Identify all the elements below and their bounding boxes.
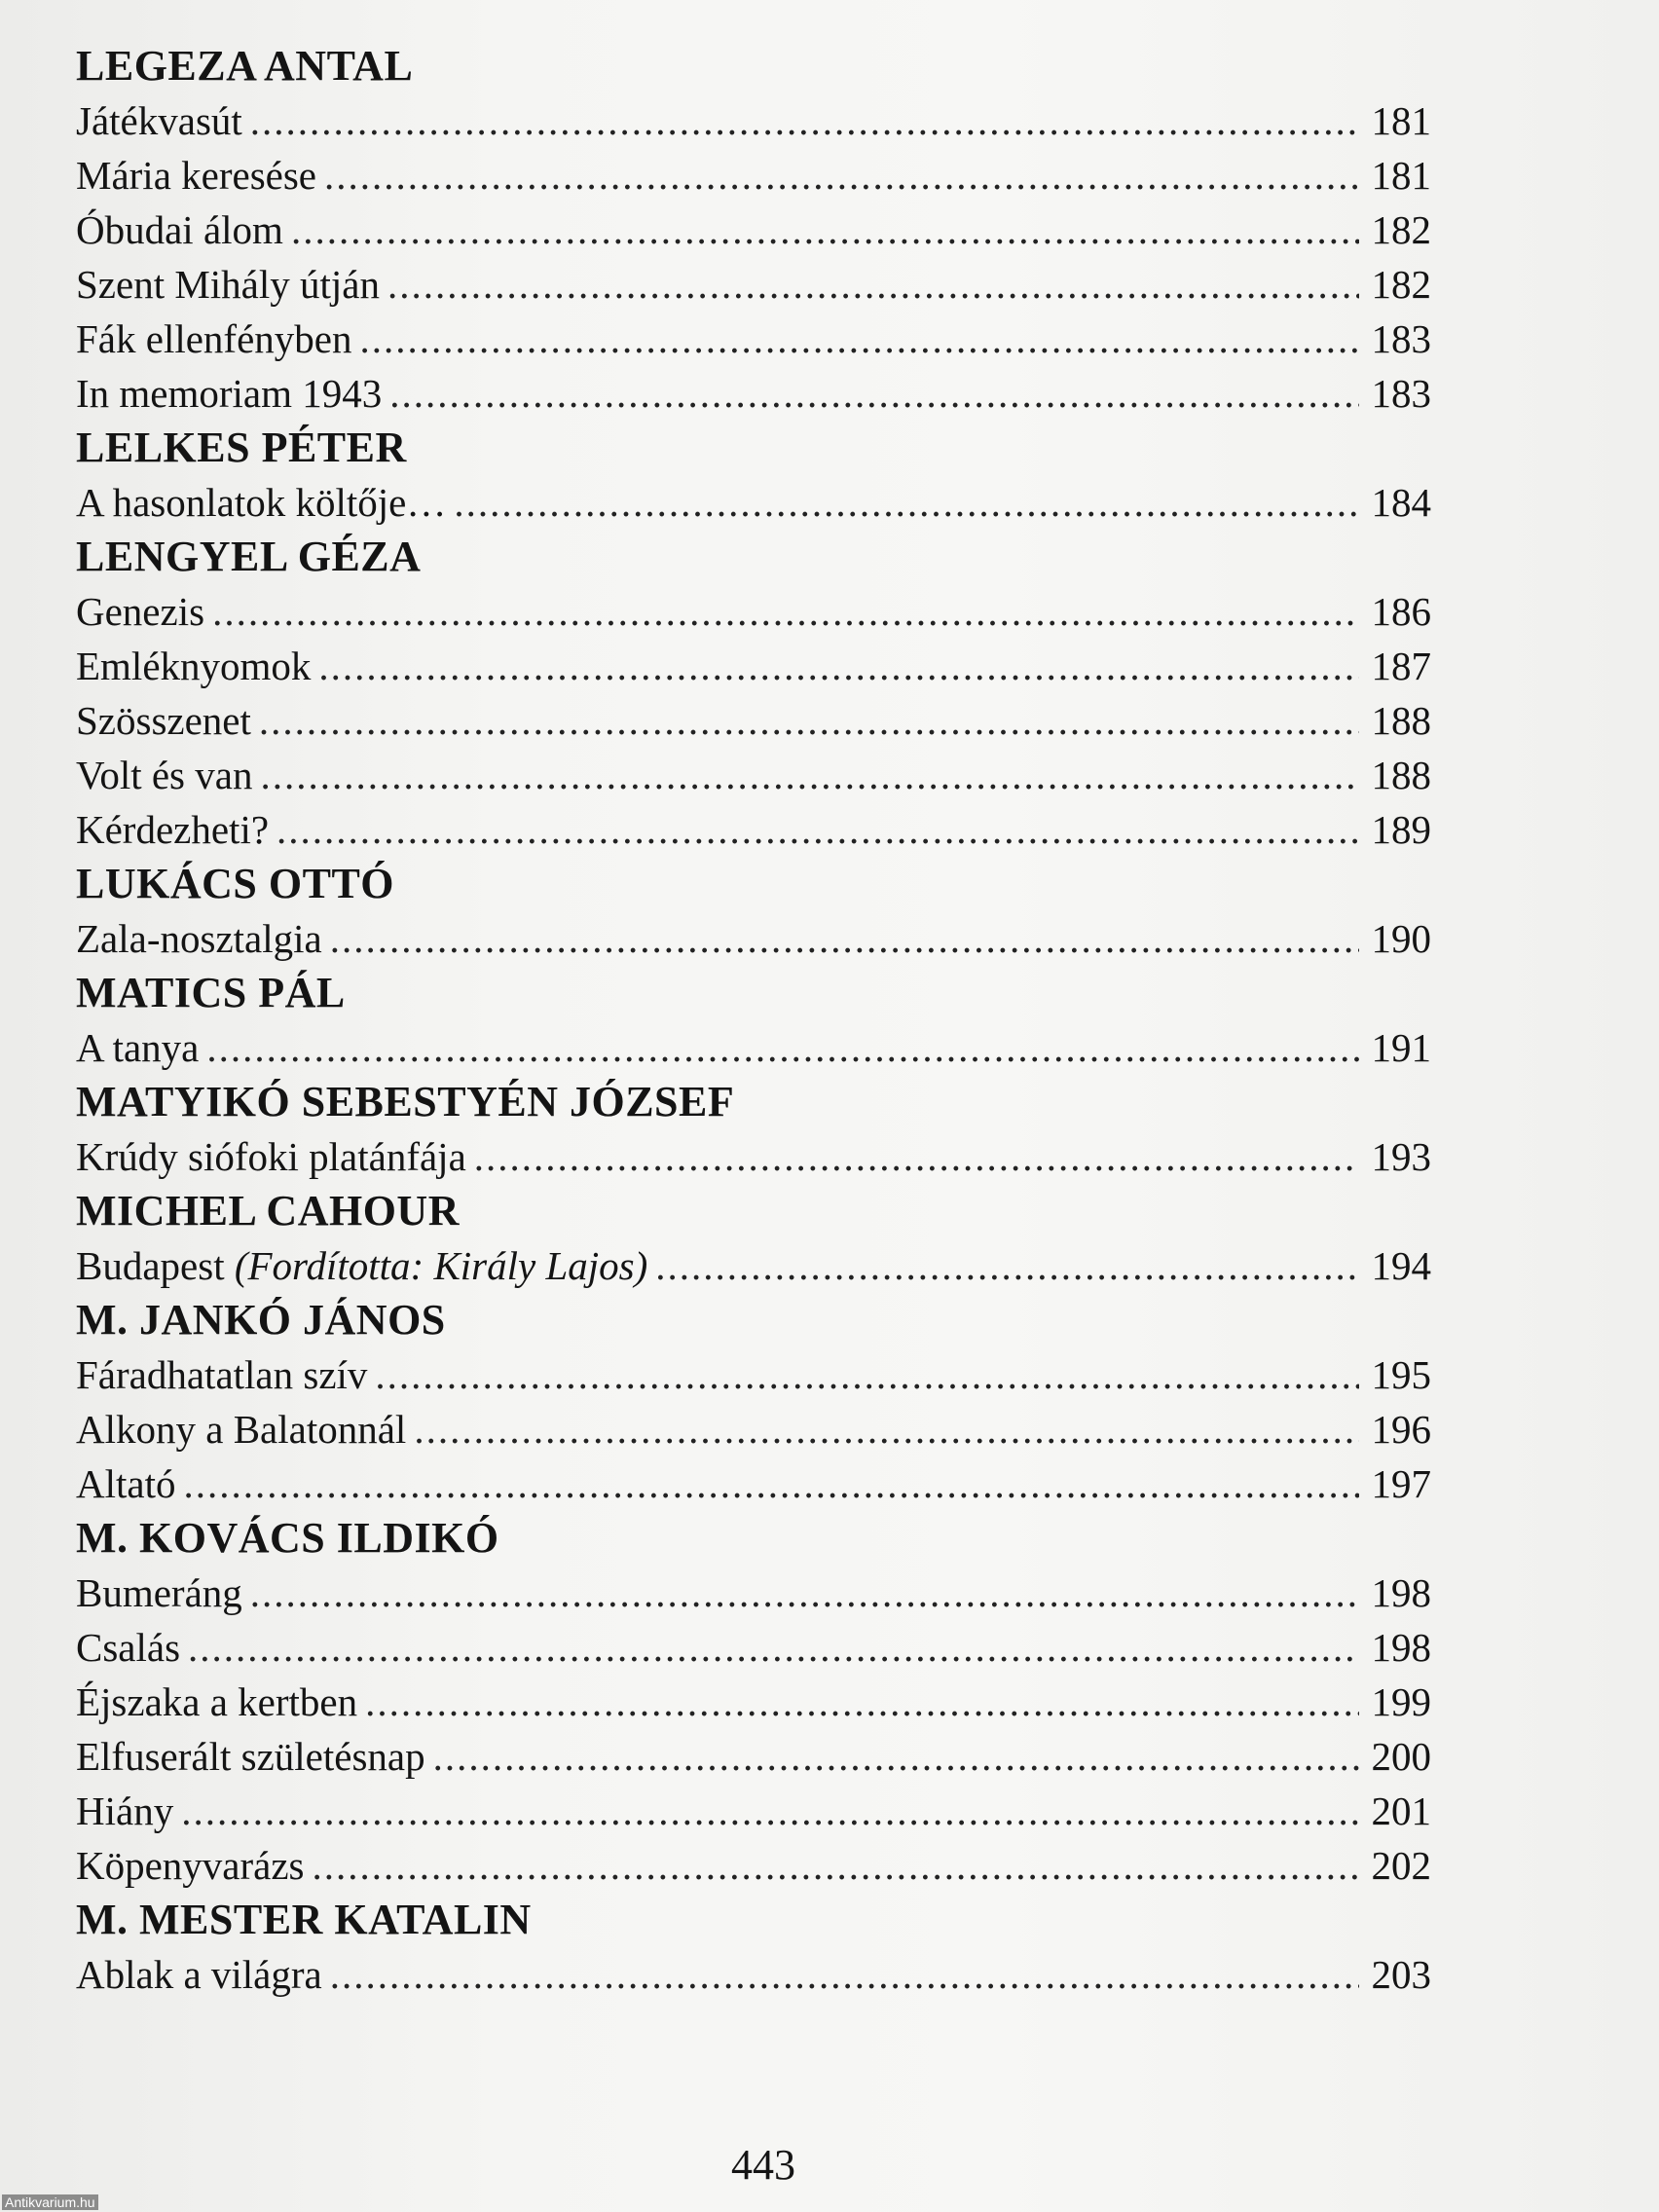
entry-title: In memoriam 1943: [76, 371, 383, 416]
toc-entry: [76, 1838, 1431, 1893]
author-heading: MATYIKÓ SEBESTYÉN JÓZSEF: [76, 1078, 735, 1125]
entry-page-number: 188: [1371, 698, 1431, 743]
toc-entry: [76, 802, 1431, 857]
dot-leader: [365, 1675, 1359, 1729]
author-heading: LUKÁCS OTTÓ: [76, 860, 395, 907]
entry-translator-note: (Fordította: Király Lajos): [234, 1243, 648, 1288]
dot-leader: [330, 911, 1359, 966]
dot-leader: [250, 1566, 1359, 1620]
entry-title: Kérdezheti?: [76, 807, 270, 852]
entry-title: Bumeráng: [76, 1570, 242, 1615]
entry-title: Fák ellenfényben: [76, 316, 352, 361]
entry-title: Óbudai álom: [76, 207, 283, 252]
author-heading: M. KOVÁCS ILDIKÓ: [76, 1514, 499, 1562]
toc-entry: [76, 693, 1431, 748]
entry-title: Köpenyvarázs: [76, 1843, 305, 1888]
toc-entry: [76, 1020, 1431, 1075]
entry-page-number: 198: [1371, 1625, 1431, 1670]
entry-title: Játékvasút: [76, 98, 242, 143]
entry-title: Krúdy siófoki platánfája: [76, 1134, 466, 1179]
entry-page-number: 191: [1371, 1025, 1431, 1070]
dot-leader: [276, 802, 1359, 857]
toc-entry: [76, 1947, 1431, 2002]
entry-title-wrap: [76, 1729, 425, 1784]
entry-title: A tanya: [76, 1025, 200, 1070]
entry-page-number: 190: [1371, 916, 1431, 961]
entry-title-wrap: [76, 1129, 466, 1184]
entry-page-number: 183: [1371, 371, 1431, 416]
entry-title-wrap: [76, 1947, 322, 2002]
entry-title-wrap: [76, 203, 283, 257]
dot-leader: [206, 1020, 1359, 1075]
author-heading: LENGYEL GÉZA: [76, 533, 422, 580]
entry-title: Altató: [76, 1461, 176, 1506]
entry-page-number: 182: [1371, 207, 1431, 252]
dot-leader: [188, 1620, 1359, 1675]
entry-page-number: 182: [1371, 262, 1431, 307]
dot-leader: [414, 1402, 1359, 1456]
dot-leader: [183, 1456, 1359, 1511]
dot-leader: [330, 1947, 1359, 2002]
dot-leader: [655, 1238, 1359, 1293]
entry-page-number: 188: [1371, 753, 1431, 797]
toc-entry: [76, 203, 1431, 257]
author-heading: LEGEZA ANTAL: [76, 42, 414, 90]
toc-entry: [76, 366, 1431, 421]
entry-title-wrap: [76, 693, 251, 748]
author-heading: LELKES PÉTER: [76, 424, 407, 471]
toc-entry: [76, 312, 1431, 366]
entry-title-wrap: [76, 1020, 199, 1075]
entry-title: Hiány: [76, 1788, 174, 1833]
page-number: 443: [731, 2141, 795, 2189]
toc-entry: [76, 1675, 1431, 1729]
dot-leader: [389, 366, 1359, 421]
entry-page-number: 196: [1371, 1407, 1431, 1452]
toc-entry: [76, 584, 1431, 639]
entry-title-wrap: [76, 584, 204, 639]
toc-entry: [76, 1566, 1431, 1620]
dot-leader: [359, 312, 1359, 366]
entry-title-wrap: [76, 911, 322, 966]
entry-page-number: 202: [1371, 1843, 1431, 1888]
dot-leader: [260, 748, 1359, 802]
entry-page-number: 195: [1371, 1352, 1431, 1397]
entry-page-number: 201: [1371, 1788, 1431, 1833]
dot-leader: [291, 203, 1359, 257]
entry-title: Ablak a világra: [76, 1952, 322, 1997]
toc-entry: [76, 1402, 1431, 1456]
dot-leader: [433, 1729, 1359, 1784]
dot-leader: [387, 257, 1359, 312]
dot-leader: [313, 1838, 1359, 1893]
toc-entry: [76, 1456, 1431, 1511]
entry-title: Alkony a Balatonnál: [76, 1407, 407, 1452]
toc-entry: [76, 911, 1431, 966]
author-heading: MATICS PÁL: [76, 969, 346, 1016]
entry-title-wrap: [76, 366, 382, 421]
toc-entry: [76, 639, 1431, 693]
toc-entry: [76, 1784, 1431, 1838]
dot-leader: [250, 93, 1359, 148]
entry-title: A hasonlatok költője…: [76, 480, 447, 525]
author-heading: M. JANKÓ JÁNOS: [76, 1296, 446, 1344]
entry-title-wrap: [76, 1784, 173, 1838]
dot-leader: [212, 584, 1359, 639]
entry-page-number: 197: [1371, 1461, 1431, 1506]
toc-entry: [76, 1238, 1431, 1293]
entry-page-number: 194: [1371, 1243, 1431, 1288]
entry-title: Elfuserált születésnap: [76, 1734, 425, 1779]
entry-title-wrap: [76, 1456, 175, 1511]
entry-title-wrap: [76, 148, 316, 203]
dot-leader: [324, 148, 1359, 203]
entry-title-wrap: [76, 1675, 357, 1729]
toc-entry: [76, 1729, 1431, 1784]
entry-page-number: 198: [1371, 1570, 1431, 1615]
dot-leader: [259, 693, 1359, 748]
entry-title: Csalás: [76, 1625, 181, 1670]
entry-title: Emléknyomok: [76, 644, 312, 688]
entry-page-number: 199: [1371, 1679, 1431, 1724]
entry-title-wrap: [76, 1238, 647, 1293]
dot-leader: [454, 475, 1359, 530]
entry-page-number: 186: [1371, 589, 1431, 634]
entry-title-wrap: [76, 748, 252, 802]
entry-page-number: 181: [1371, 153, 1431, 198]
entry-page-number: 193: [1371, 1134, 1431, 1179]
author-heading: M. MESTER KATALIN: [76, 1896, 532, 1943]
entry-title: Mária keresése: [76, 153, 317, 198]
entry-title-wrap: [76, 1838, 305, 1893]
entry-title-wrap: [76, 1566, 242, 1620]
author-heading: MICHEL CAHOUR: [76, 1187, 460, 1235]
entry-title-wrap: [76, 312, 351, 366]
entry-page-number: 183: [1371, 316, 1431, 361]
toc-entry: [76, 1129, 1431, 1184]
entry-page-number: 200: [1371, 1734, 1431, 1779]
entry-title: Szösszenet: [76, 698, 251, 743]
toc-entry: [76, 148, 1431, 203]
toc-entry: [76, 1347, 1431, 1402]
entry-title: Volt és van: [76, 753, 253, 797]
entry-title: Fáradhatatlan szív: [76, 1352, 368, 1397]
dot-leader: [318, 639, 1359, 693]
entry-title-wrap: [76, 1347, 367, 1402]
entry-page-number: 184: [1371, 480, 1431, 525]
toc-entry: [76, 257, 1431, 312]
watermark: Antikvarium.hu: [2, 2194, 98, 2210]
entry-title-wrap: [76, 1620, 180, 1675]
table-of-contents: [76, 39, 1431, 2002]
entry-title-wrap: [76, 475, 446, 530]
dot-leader: [181, 1784, 1359, 1838]
entry-page-number: 181: [1371, 98, 1431, 143]
entry-title: Éjszaka a kertben: [76, 1679, 358, 1724]
entry-title: Budapest: [76, 1243, 225, 1288]
entry-title-wrap: [76, 639, 311, 693]
entry-page-number: 187: [1371, 644, 1431, 688]
toc-entry: [76, 93, 1431, 148]
dot-leader: [474, 1129, 1359, 1184]
toc-entry: [76, 475, 1431, 530]
entry-title-wrap: [76, 1402, 406, 1456]
entry-title: Genezis: [76, 589, 205, 634]
entry-page-number: 203: [1371, 1952, 1431, 1997]
entry-title: Szent Mihály útján: [76, 262, 381, 307]
entry-title-wrap: [76, 257, 380, 312]
entry-title-wrap: [76, 802, 269, 857]
entry-page-number: 189: [1371, 807, 1431, 852]
toc-entry: [76, 1620, 1431, 1675]
toc-entry: [76, 748, 1431, 802]
entry-title: Zala-nosztalgia: [76, 916, 322, 961]
entry-title-wrap: [76, 93, 242, 148]
dot-leader: [375, 1347, 1359, 1402]
